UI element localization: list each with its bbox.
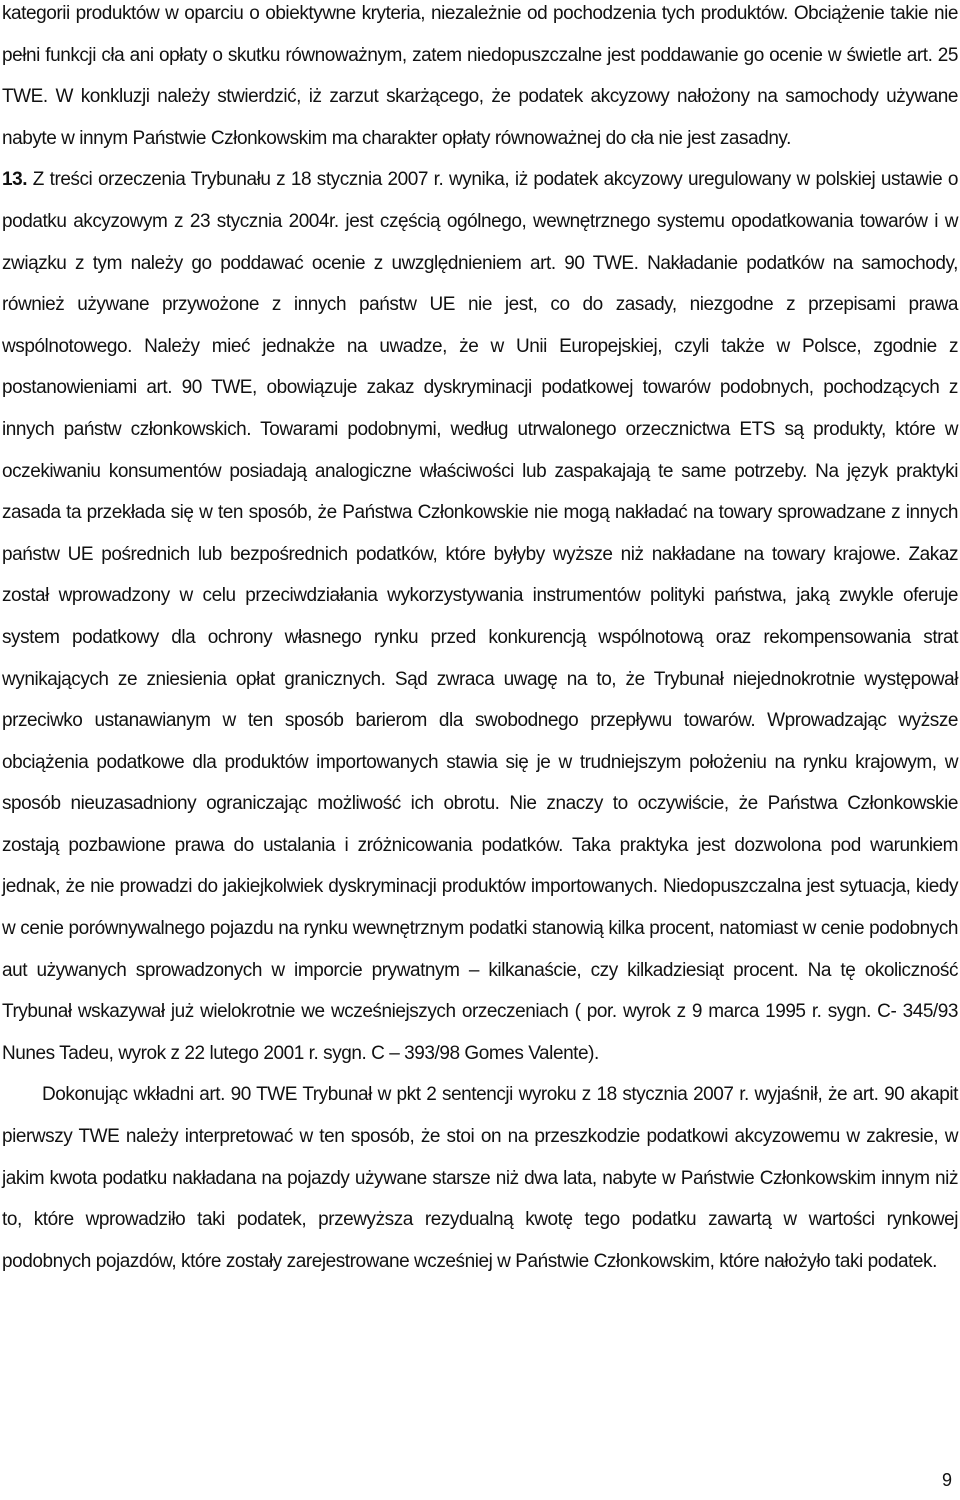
document-body <box>2 0 958 1282</box>
paragraph-13 <box>2 159 958 1074</box>
paragraph-final: Dokonując wkładni art. 90 TWE Trybunał w pkt 2 sentencji wyroku z 18 stycznia 2007 r. wyjaśnił, że art. 90 akapit pierwszy TWE należy interpretować w ten sposób, że stoi on na przeszkodzie podatkowi akcyzowemu w zakresie, w jakim kwota podatku nakładana na pojazdy używane starsze niż dwa lata, nabyte w Państwie Członkowskim innym niż to, które wprowadziło taki podatek, przewyższa rezydualną kwotę tego podatku zawartą w wartości rynkowej podobnych pojazdów, które zostały zarejestrowane wcześniej w Państwie Członkowskim, które nałożyło taki podatek. <box>2 1084 958 1272</box>
page-number: 9 <box>941 1470 952 1490</box>
paragraph-13-text: Z treści orzeczenia Trybunału z 18 stycznia 2007 r. wynika, iż podatek akcyzowy uregulowany w polskiej ustawie o podatku akcyzowym z 23 stycznia 2004r. jest częścią ogólnego, wewnętrznego systemu opodatkowania towarów i w związku z tym należy go poddawać ocenie z uwzględnieniem art. 90 TWE. Nakładanie podatków na samochody, również używane przywożone z innych państw UE nie jest, co do zasady, niezgodne z przepisami prawa wspólnotowego. Należy mieć jednakże na uwadze, że w Unii Europejskiej, czyli także w Polsce, zgodnie z postanowieniami art. 90 TWE, obowiązuje zakaz dyskryminacji podatkowej towarów podobnych, pochodzących z innych państw członkowskich. Towarami podobnymi, według utrwalonego orzecznictwa ETS są produkty, które w oczekiwaniu konsumentów posiadają analogiczne właściwości lub zaspakajają te same potrzeby. Na język praktyki zasada ta przekłada się w ten sposób, że Państwa Członkowskie nie mogą nakładać na towary sprowadzane z innych państw UE pośrednich lub bezpośrednich podatków, które byłyby wyższe niż nakładane na towary krajowe. Zakaz został wprowadzony w celu przeciwdziałania wykorzystywania instrumentów polityki państwa, jaką zwykle oferuje system podatkowy dla ochrony własnego rynku przed konkurencją wspólnotową oraz rekompensowania strat wynikających ze zniesienia opłat granicznych. Sąd zwraca uwagę na to, że Trybunał niejednokrotnie występował przeciwko ustanawianym w ten sposób barierom dla swobodnego przepływu towarów. Wprowadzając wyższe obciążenia podatkowe dla produktów importowanych stawia się je w trudniejszym położeniu na rynku krajowym, w sposób nieuzasadniony ograniczając możliwość ich obrotu. Nie znaczy to oczywiście, że Państwa Członkowskie zostają pozbawione prawa do ustalania i zróżnicowania podatków. Taka praktyka jest dozwolona pod warunkiem jednak, że nie prowadzi do jakiejkolwiek dyskryminacji produktów importowanych. Niedopuszczalna jest sytuacja, kiedy w cenie porównywalnego pojazdu na rynku wewnętrznym podatki stanowią kilka procent, natomiast w cenie podobnych aut używanych sprowadzonych w imporcie prywatnym – kilkanaście, czy kilkadziesiąt procent. Na tę okoliczność Trybunał wskazywał już wielokrotnie we wcześniejszych orzeczeniach ( por. wyrok z 9 marca 1995 r. sygn. C- 345/93 Nunes Tadeu, wyrok z 22 lutego 2001 r. sygn. C – 393/98 Gomes Valente). <box>2 169 958 1064</box>
paragraph-number: 13. <box>2 169 28 191</box>
paragraph-intro: kategorii produktów w oparciu o obiektywne kryteria, niezależnie od pochodzenia tych produktów. Obciążenie takie nie pełni funkcji cła ani opłaty o skutku równoważnym, zatem niedopuszczalne jest poddawanie go ocenie w świetle art. 25 TWE. W konkluzji należy stwierdzić, iż zarzut skarżącego, że podatek akcyzowy nałożony na samochody używane nabyte w innym Państwie Członkowskim ma charakter opłaty równoważnej do cła nie jest zasadny. <box>2 3 958 149</box>
